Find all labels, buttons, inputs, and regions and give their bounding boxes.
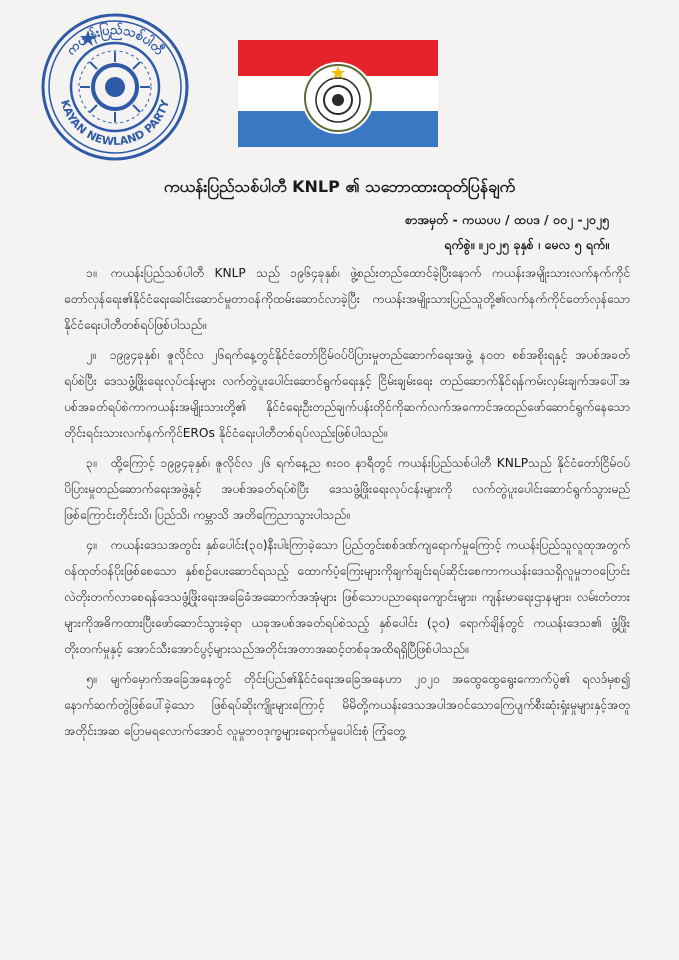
paragraph-number: ၄။ <box>86 538 97 552</box>
paragraph-2 <box>64 342 630 446</box>
paragraph-number: ၂။ <box>86 348 96 362</box>
party-flag <box>238 40 438 147</box>
party-seal-logo <box>40 12 190 162</box>
seal-top-text: ကယန်းပြည်သစ်ပါတီ <box>63 22 167 59</box>
paragraph-text: ကယန်းပြည်သစ်ပါတီ KNLP သည် ၁၉၆၄ခုနှစ်၊ ဖွဲ့စည်းတည်ထောင်ခဲ့ပြီးနောက် ကယန်းအမျိုးသားလက်နက်ကိုင်တော်လှန်ရေး၏နိုင်ငံရေးခေါင်းဆောင်မှုတာဝန်ကိုထမ်းဆောင်လာခဲ့ပြီး ကယန်းအမျိုးသားပြည်သူတို့၏လက်နက်ကိုင်တော်လှန်သော နိုင်ငံရေးပါတီတစ်ရပ်ဖြစ်ပါသည်။ <box>64 266 630 332</box>
statement-title: ကယန်းပြည်သစ်ပါတီ KNLP ၏ သဘောထားထုတ်ပြန်ချက် <box>163 177 516 196</box>
flag-emblem-icon <box>302 62 374 134</box>
seal-bottom-text: KAYAN NEWLAND PARTY <box>58 98 172 149</box>
statement-date: ရက်စွဲ။ ။၂၀၂၅ ခုနှစ် ၊ မေလ ၅ ရက်။ <box>444 237 609 252</box>
paragraph-text: ထို့ကြောင့် ၁၉၉၄ခုနှစ်၊ ဇူလိုင်လ ၂၆ ရက်နေ့ည ၈း၀၀ နာရီတွင် ကယန်းပြည်သစ်ပါတီ KNLPသည် နိုင်ငံတော်ငြိမ်ဝပ်ပိပြားမှုတည်ဆောက်ရေးအဖွဲ့နှင့် အပစ်အခတ်ရပ်စဲပြီး ဒေသဖွံ့ဖြိုးရေးလုပ်ငန်းများကို လက်တွဲပူးပေါင်းဆောင်ရွက်သွားမည်ဖြစ်ကြောင်းတိုင်းသိ၊ ပြည်သိ၊ ကမ္ဘာသိ အတိကြေညာသွားပါသည်။ <box>64 456 630 522</box>
paragraph-number: ၁။ <box>86 266 97 280</box>
paragraph-4 <box>64 532 630 662</box>
paragraph-5 <box>64 666 630 744</box>
reference-number: စာအမှတ် - ကယပပ / ထပဒ / ၀၀၂ -၂၀၂၅ <box>405 212 609 227</box>
paragraph-text: မျက်မှောက်အခြေအနေတွင် တိုင်းပြည်၏နိုင်ငံရေးအခြေအနေဟာ ၂၀၂၀ အထွေထွေရွေးကောက်ပွဲ၏ ရလဒ်မှစ၍ နောက်ဆက်တွဲဖြစ်ပေါ်ခဲ့သော ဖြစ်ရပ်ဆိုးကျိုးများကြောင့် မိမိတို့ကယန်းဒေသအပါအဝင်သောကြေပျက်စီးဆုံးရှုံးမှုများနှင့်အတူ အတိုင်းအဆ ပြောမရလောက်အောင် လူမှုဘဝဒုက္ခများရောက်မှုပေါင်းစုံ ကြုံတွေ့ <box>64 672 630 738</box>
statement-body <box>64 260 630 748</box>
paragraph-1 <box>64 260 630 338</box>
paragraph-text: ကယန်းဒေသအတွင်း နှစ်ပေါင်း(၃၀)နီးပါးကြာခဲ့သော ပြည်တွင်းစစ်ဒဏ်ကျရောက်မှုကြောင့် ကယန်းပြည်သူလူထုအတွက်ဝန်ထုတ်ဝန်ပိုးဖြစ်စေသော နှစ်စဉ်ပေးဆောင်ရသည့် ထောက်ပံ့ကြေးများကိုချက်ချင်းရပ်ဆိုင်းစေကာကယန်းဒေသရှိလူမှုဘဝပြောင်းလဲတိုးတက်လာစေရန်ဒေသဖွံ့ဖြိုးရေးအခြေခံအဆောက်အအုံများ ဖြစ်သောပညာရေးကျောင်းများ၊ ကျန်းမာရေးဌာနများ၊ လမ်းတံတားများကိုအဓိကထားပြီးဖော်ဆောင်သွားခဲ့ရာ ယခုအပစ်အခတ်ရပ်စဲသည့် နှစ်ပေါင်း (၃၀) ရောက်ချိန်တွင် ကယန်းဒေသ၏ ဖွံ့ဖြိုးတိုးတက်မှုနှင့် အောင်သီးအောင်ပွင့်များသည်အတိုင်းအတာအဆင့်တစ်ခုအထိရရှိပြီဖြစ်ပါသည်။ <box>64 538 630 656</box>
paragraph-3 <box>64 450 630 528</box>
paragraph-text: ၁၉၉၄ခုနှစ်၊ ဇူလိုင်လ ၂၆ရက်နေ့တွင်နိုင်ငံတော်ငြိမ်ဝပ်ပိပြားမှုတည်ဆောက်ရေးအဖွဲ့ နဝတ စစ်အစိုးရနှင့် အပစ်အခတ်ရပ်စဲပြီး ဒေသဖွံ့ဖြိုးရေးလုပ်ငန်းများ လက်တွဲပူးပေါင်းဆောင်ရွက်ရေးနှင့် ငြိမ်းချမ်းရေး တည်ဆောက်နိုင်ရန်ကမ်းလှမ်းချက်အပေါ်အပစ်အခတ်ရပ်စဲကာကယန်းအမျိုးသားတို့၏ နိုင်ငံရေးဦးတည်ချက်ပန်းတိုင်ကိုဆက်လက်အကောင်အထည်ဖော်ဆောင်ရွက်နေသော တိုင်းရင်းသားလက်နက်ကိုင်EROs နိုင်ငံရေးပါတီတစ်ရပ်လည်းဖြစ်ပါသည်။ <box>64 348 630 440</box>
paragraph-number: ၃။ <box>86 456 97 470</box>
paragraph-number: ၅။ <box>86 672 97 686</box>
